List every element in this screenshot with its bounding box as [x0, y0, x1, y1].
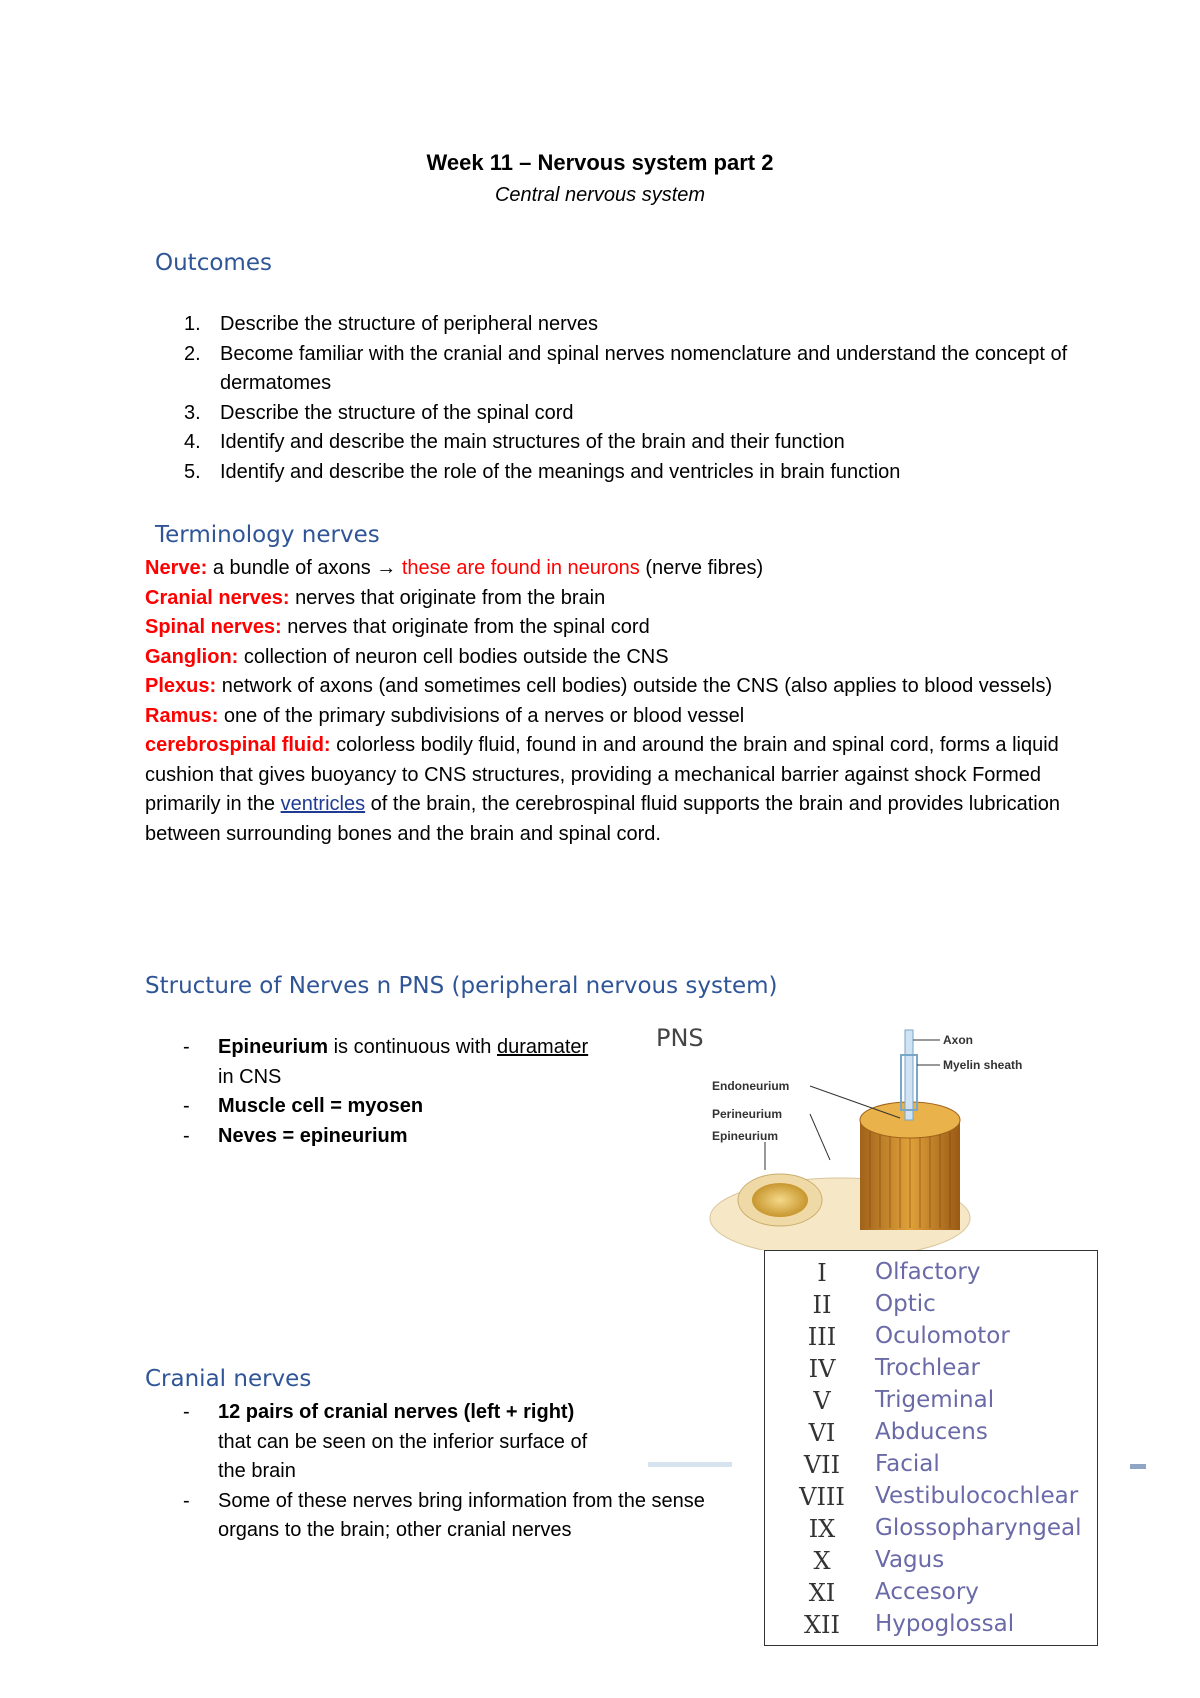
- list-bold: Neves = epineurium: [218, 1124, 408, 1147]
- definition-ramus: [145, 702, 1075, 732]
- outcomes-list: [148, 310, 1078, 487]
- cranial-heading: Cranial nerves: [145, 1366, 312, 1392]
- roman-numeral: II: [812, 1291, 832, 1319]
- page-subtitle: Central nervous system: [494, 184, 706, 206]
- list-text: Identify and describe the role of the meanings and ventricles in brain function: [220, 460, 901, 483]
- axon-shape: [905, 1030, 913, 1120]
- nerve-structure-diagram: [700, 1010, 1120, 1250]
- nerve-name: Vagus: [875, 1547, 945, 1573]
- term-highlight: these are found in neurons: [401, 557, 640, 579]
- term-label: Plexus:: [145, 675, 217, 697]
- term-text: nerves that originate from the brain: [289, 586, 606, 609]
- list-text: Describe the structure of the spinal cord: [220, 401, 574, 424]
- list-text: Identify and describe the main structures of the brain and their function: [220, 431, 845, 453]
- definition-csf: [145, 731, 1075, 849]
- list-item: [148, 310, 1078, 340]
- list-item: [145, 1092, 665, 1122]
- table-row: [777, 1579, 1097, 1611]
- list-item: [148, 458, 1078, 488]
- term-label: Ramus:: [145, 704, 219, 727]
- table-row: [777, 1291, 1097, 1323]
- cranial-list: [145, 1398, 705, 1546]
- nerve-name: Trochlear: [875, 1355, 981, 1381]
- term-text: colorless bodily fluid, found in and around the brain and spinal cord, forms a liquid cushion that gives buoyancy to CNS structures, providing a mechanical barrier against shock Formed primarily in the: [145, 734, 1059, 815]
- label-endoneurium: Endoneurium: [712, 1079, 790, 1093]
- nerve-name: Abducens: [875, 1419, 988, 1445]
- list-text: is continuous with: [328, 1036, 497, 1058]
- definition-spinal: [145, 613, 1075, 643]
- nerve-name: Optic: [875, 1291, 936, 1317]
- list-number: 1.: [184, 313, 201, 335]
- table-row: [777, 1483, 1097, 1515]
- ventricles-link[interactable]: ventricles: [280, 793, 366, 815]
- nerve-name: Glossopharyngeal: [875, 1515, 1082, 1541]
- list-item: [145, 1398, 705, 1487]
- list-text: Become familiar with the cranial and spinal nerves nomenclature and understand the concept of dermatomes: [220, 342, 1068, 394]
- roman-numeral: III: [807, 1323, 837, 1351]
- list-item: [145, 1033, 665, 1092]
- cranial-nerves-figure: [764, 1250, 1098, 1646]
- structure-heading: Structure of Nerves n PNS (peripheral nervous system): [145, 973, 778, 999]
- nerve-name: Trigeminal: [875, 1387, 995, 1413]
- term-label: cerebrospinal fluid:: [145, 734, 331, 756]
- label-epineurium: Epineurium: [712, 1129, 779, 1143]
- list-bold: Epineurium: [218, 1036, 329, 1058]
- list-number: 2.: [184, 342, 201, 365]
- term-text: a bundle of axons →: [207, 557, 402, 579]
- roman-numeral: VII: [803, 1451, 841, 1479]
- roman-numeral: IX: [808, 1515, 836, 1543]
- list-text: Some of these nerves bring information from the sense organs to the brain; other cranial nerves: [218, 1489, 705, 1541]
- list-underline: duramater: [497, 1036, 589, 1058]
- list-text: in CNS: [218, 1065, 282, 1088]
- roman-numeral: X: [813, 1547, 831, 1575]
- list-bold: Muscle cell = myosen: [218, 1095, 424, 1117]
- roman-numeral: I: [817, 1259, 827, 1287]
- list-text: that can be seen on the inferior surface of the brain: [218, 1430, 588, 1482]
- list-item: [148, 340, 1078, 399]
- label-myelin-sheath: Myelin sheath: [943, 1058, 1023, 1072]
- nerve-name: Vestibulocochlear: [875, 1483, 1079, 1509]
- table-row: [777, 1387, 1097, 1419]
- list-item: [148, 428, 1078, 458]
- nerve-name: Olfactory: [875, 1259, 981, 1285]
- definition-cranial: [145, 584, 1075, 614]
- page-title: Week 11 – Nervous system part 2: [426, 150, 774, 175]
- dash-bullet: -: [183, 1036, 190, 1058]
- definition-plexus: [145, 672, 1075, 702]
- table-row: [777, 1451, 1097, 1483]
- term-text: nerves that originate from the spinal cord: [281, 616, 650, 638]
- term-text: network of axons (and sometimes cell bodies) outside the CNS (also applies to blood vessels): [216, 675, 1053, 697]
- roman-numeral: XII: [803, 1611, 841, 1639]
- dash-bullet: -: [183, 1489, 190, 1512]
- list-number: 4.: [184, 431, 201, 453]
- term-text: of the brain, the cerebrospinal fluid supports the brain and provides lubrication between surrounding bones and the brain and spinal cord.: [145, 793, 1060, 845]
- term-label: Spinal nerves:: [145, 616, 282, 638]
- list-text: Describe the structure of peripheral nerves: [220, 313, 598, 335]
- dash-bullet: -: [183, 1095, 190, 1117]
- terminology-definitions: [145, 554, 1075, 849]
- roman-numeral: VIII: [799, 1483, 845, 1511]
- roman-numeral: XI: [808, 1579, 836, 1607]
- term-text: one of the primary subdivisions of a nerves or blood vessel: [218, 704, 745, 727]
- definition-ganglion: [145, 643, 1075, 673]
- table-row: [777, 1515, 1097, 1547]
- roman-numeral: VI: [808, 1419, 836, 1447]
- label-perineurium: Perineurium: [712, 1107, 783, 1121]
- nerve-name: Hypoglossal: [875, 1611, 1015, 1637]
- terminology-heading: Terminology nerves: [155, 522, 380, 548]
- list-number: 3.: [184, 401, 201, 424]
- table-row: [777, 1419, 1097, 1451]
- roman-numeral: V: [813, 1387, 831, 1415]
- outcomes-heading: Outcomes: [155, 250, 272, 276]
- label-axon: Axon: [943, 1033, 973, 1047]
- table-row: [777, 1611, 1097, 1643]
- definition-nerve: [145, 554, 1075, 584]
- decorative-dash: [1130, 1464, 1146, 1469]
- list-item: [145, 1487, 705, 1546]
- fascicle-core: [752, 1183, 808, 1217]
- decorative-bar: [648, 1462, 732, 1467]
- roman-numeral: IV: [808, 1355, 836, 1383]
- table-row: [777, 1355, 1097, 1387]
- table-row: [777, 1259, 1097, 1291]
- cranial-nerves-table: [777, 1259, 1097, 1643]
- term-label: Nerve:: [145, 557, 208, 579]
- list-item: [145, 1122, 665, 1152]
- term-text: collection of neuron cell bodies outside the CNS: [238, 645, 669, 668]
- dash-bullet: -: [183, 1401, 190, 1423]
- nerve-name: Accesory: [875, 1579, 979, 1605]
- list-item: [148, 399, 1078, 429]
- list-number: 5.: [184, 460, 201, 483]
- pns-figure-title: PNS: [656, 1024, 704, 1052]
- table-row: [777, 1547, 1097, 1579]
- table-row: [777, 1323, 1097, 1355]
- term-label: Cranial nerves:: [145, 586, 290, 609]
- list-bold: 12 pairs of cranial nerves (left + right): [218, 1401, 575, 1423]
- nerve-name: Facial: [875, 1451, 940, 1477]
- structure-list: [145, 1033, 665, 1151]
- term-text: (nerve fibres): [639, 557, 764, 579]
- term-label: Ganglion:: [145, 645, 239, 668]
- nerve-name: Oculomotor: [875, 1323, 1010, 1349]
- dash-bullet: -: [183, 1124, 190, 1147]
